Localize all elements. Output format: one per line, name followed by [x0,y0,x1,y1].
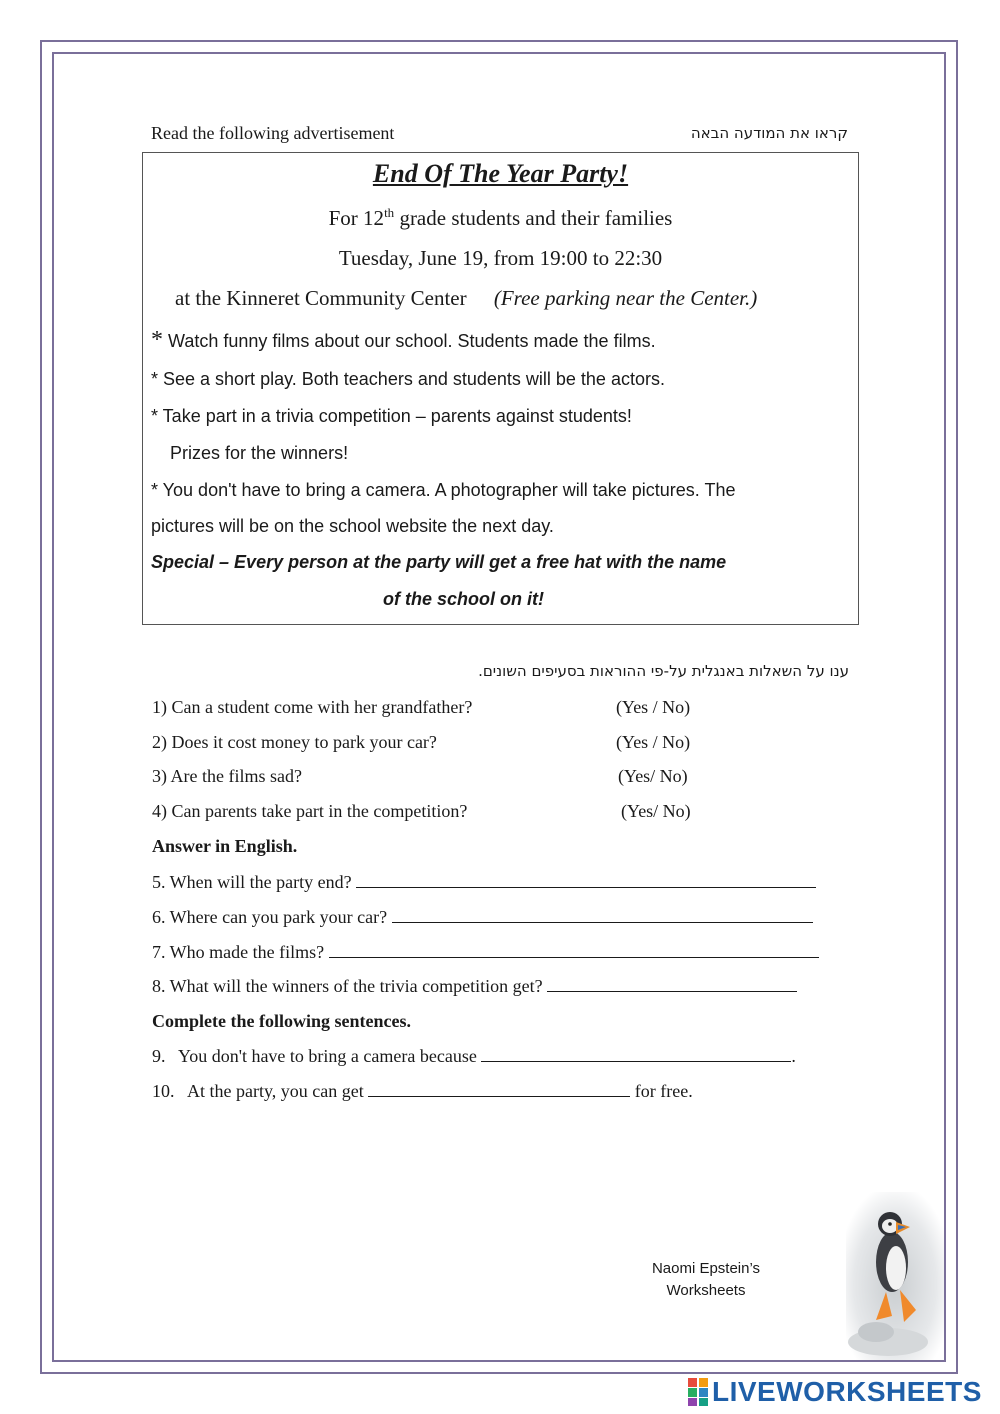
ad-bullet-prizes: Prizes for the winners! [170,443,349,463]
liveworksheets-logo-text: LIVEWORKSHEETS [712,1376,982,1407]
instruction-hebrew: קראו את המודעה הבאה [690,124,848,142]
question-5 [152,871,816,893]
question-2: 2) Does it cost money to park your car? [152,732,437,752]
question-1-options[interactable]: (Yes / No) [616,697,691,717]
question-9-number: 9. [152,1046,166,1066]
question-4: 4) Can parents take part in the competition? [152,801,468,821]
question-9-end: . [791,1046,796,1066]
question-8 [152,975,797,997]
liveworksheets-logo[interactable] [688,1376,982,1408]
ad-audience-line [143,205,858,231]
ad-place-line [175,286,757,311]
answer-7-blank[interactable] [329,941,819,958]
instruction-english: Read the following advertisement [151,123,395,143]
advertisement-box [142,152,859,625]
question-6 [152,906,813,928]
credit-line-1: Naomi Epstein’s [651,1260,761,1277]
question-9 [152,1045,796,1067]
question-5-text: 5. When will the party end? [152,872,352,892]
ad-bullet-camera-cont: pictures will be on the school website the next day. [151,516,554,536]
ad-bullet-camera: * You don't have to bring a camera. A photographer will take pictures. The [151,480,736,500]
ad-special-line1: Special – Every person at the party will get a free hat with the name [151,552,727,572]
bullet-films-text: Watch funny films about our school. Students made the films. [163,331,656,351]
ad-audience-post: grade students and their families [394,206,673,230]
question-6-text: 6. Where can you park your car? [152,907,388,927]
section-answer-in-english: Answer in English. [152,836,298,856]
ad-special-line2: of the school on it! [383,589,544,609]
question-8-text: 8. What will the winners of the trivia competition get? [152,976,543,996]
question-10-text: At the party, you can get [187,1081,364,1101]
question-7 [152,941,819,963]
question-10-end: for free. [634,1081,693,1101]
ad-title: End Of The Year Party! [372,159,629,188]
question-10 [152,1080,693,1102]
ad-audience-pre: For 12 [328,206,385,230]
worksheet-credit [628,1258,784,1302]
ad-parking-note: (Free parking near the Center.) [493,286,758,310]
ad-audience-sup: th [384,205,395,220]
question-1: 1) Can a student come with her grandfather? [152,697,473,717]
question-2-options[interactable]: (Yes / No) [616,732,691,752]
questions-instruction-hebrew: ענו על השאלות באנגלית על-פי ההוראות בסעיפים השונים. [478,662,849,680]
ad-date-line: Tuesday, June 19, from 19:00 to 22:30 [338,246,663,270]
answer-10-blank[interactable] [368,1080,630,1097]
section-complete-sentences: Complete the following sentences. [152,1011,411,1031]
answer-8-blank[interactable] [547,975,797,992]
question-7-text: 7. Who made the films? [152,942,325,962]
puffin-image [846,1192,944,1360]
question-3-options[interactable]: (Yes/ No) [618,766,688,786]
bullet-star: * [151,327,163,353]
answer-6-blank[interactable] [392,906,813,923]
ad-bullet-films [151,327,656,354]
credit-line-2: Worksheets [666,1282,746,1299]
liveworksheets-logo-icon [688,1378,708,1406]
question-4-options[interactable]: (Yes/ No) [621,801,691,821]
ad-bullet-trivia: * Take part in a trivia competition – parents against students! [151,406,632,426]
ad-bullet-play: * See a short play. Both teachers and students will be the actors. [151,369,665,389]
ad-place: at the Kinneret Community Center [175,286,467,310]
question-9-text: You don't have to bring a camera because [178,1046,477,1066]
answer-9-blank[interactable] [481,1045,791,1062]
question-3: 3) Are the films sad? [152,766,302,786]
answer-5-blank[interactable] [356,871,816,888]
question-10-number: 10. [152,1081,175,1101]
